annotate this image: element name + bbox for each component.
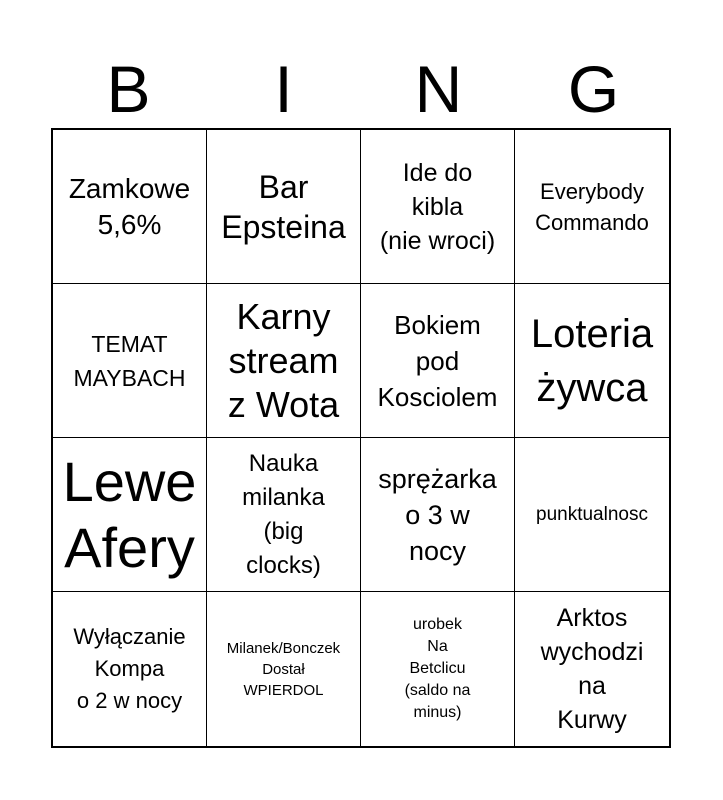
cell-label: Wyłączanie Kompa o 2 w nocy bbox=[73, 624, 186, 713]
header-letter-b: B bbox=[106, 52, 151, 126]
bingo-cell-13[interactable] bbox=[53, 592, 207, 746]
bingo-cell-9[interactable] bbox=[53, 438, 207, 592]
header-letter-g: G bbox=[567, 52, 620, 126]
cell-label: Nauka milanka (big clocks) bbox=[242, 449, 325, 579]
cell-label: Loteria żywca bbox=[530, 311, 654, 410]
cell-label: Ide do kibla (nie wroci) bbox=[379, 158, 496, 255]
cell-label: Everybody Commando bbox=[535, 178, 649, 235]
cell-label: Arktos wychodzi na Kurwy bbox=[540, 604, 644, 734]
bingo-cell-2[interactable] bbox=[207, 130, 361, 284]
cell-label: TEMAT MAYBACH bbox=[73, 330, 186, 391]
bingo-cell-1[interactable] bbox=[53, 130, 207, 284]
bingo-cell-14[interactable] bbox=[207, 592, 361, 746]
cell-label: Milanek/Bonczek Dostał WPIERDOL bbox=[226, 639, 341, 699]
cell-label: urobek Na Betclicu (saldo na minus) bbox=[404, 616, 471, 721]
bingo-cell-10[interactable] bbox=[207, 438, 361, 592]
cell-label: Bar Epsteina bbox=[221, 168, 346, 245]
header-letter-i: I bbox=[274, 52, 293, 126]
bingo-cell-3[interactable] bbox=[361, 130, 515, 284]
bingo-cell-4[interactable] bbox=[515, 130, 669, 284]
bingo-cell-7[interactable] bbox=[361, 284, 515, 438]
bingo-cell-15[interactable] bbox=[361, 592, 515, 746]
bingo-cell-16[interactable] bbox=[515, 592, 669, 746]
cell-label: punktualnosc bbox=[536, 503, 648, 525]
bingo-cell-12[interactable] bbox=[515, 438, 669, 592]
bingo-cell-11[interactable] bbox=[361, 438, 515, 592]
cell-label: Bokiem pod Kosciolem bbox=[377, 309, 498, 412]
bingo-cell-8[interactable] bbox=[515, 284, 669, 438]
header-letter-n: N bbox=[414, 52, 463, 126]
bingo-board bbox=[51, 128, 671, 748]
bingo-cell-6[interactable] bbox=[207, 284, 361, 438]
cell-label: Lewe Afery bbox=[62, 449, 197, 579]
bingo-header bbox=[51, 48, 671, 130]
bingo-cell-5[interactable] bbox=[53, 284, 207, 438]
cell-label: Zamkowe 5,6% bbox=[68, 172, 191, 240]
cell-label: Karny stream z Wota bbox=[227, 295, 340, 425]
cell-label: sprężarka o 3 w nocy bbox=[378, 463, 497, 566]
